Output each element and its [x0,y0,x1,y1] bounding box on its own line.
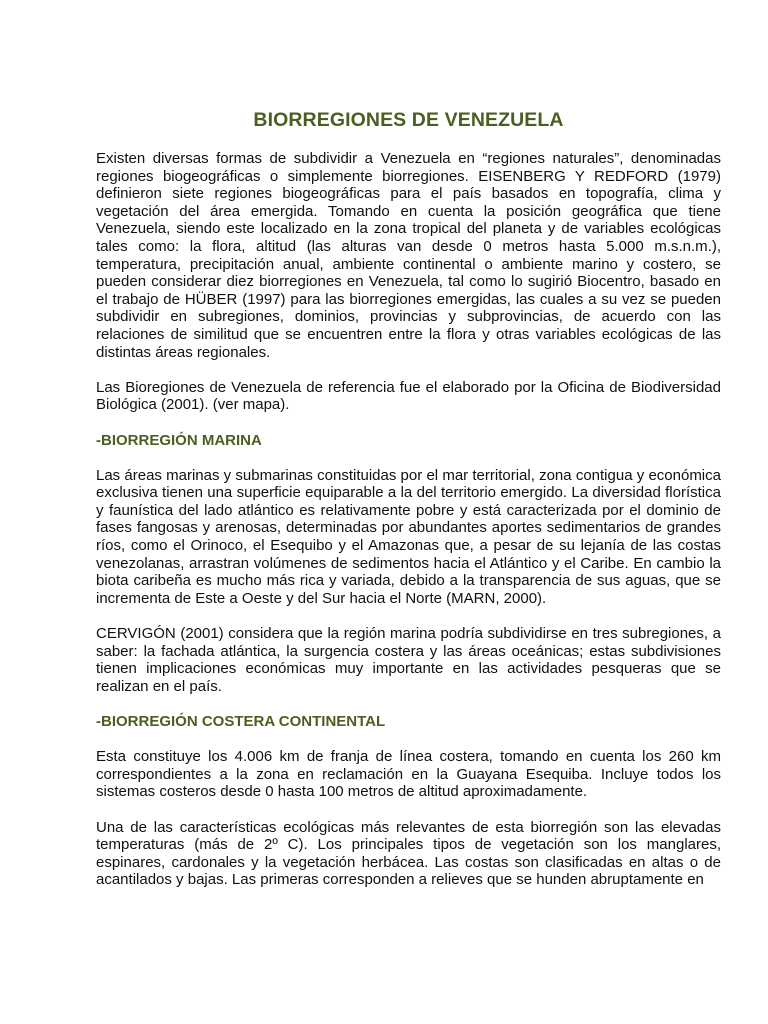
section-costera-continental [96,713,721,889]
document-body [96,102,721,907]
section-paragraph: CERVIGÓN (2001) considera que la región marina podría subdividirse en tres subregiones, a saber: la fachada atlántica, la surgencia costera y las áreas oceánicas; estas subdivisiones tienen implicaciones económicas muy importante en las actividades pesqueras que se realizan en el país. [96,625,721,695]
section-heading: -BIORREGIÓN COSTERA CONTINENTAL [96,713,386,730]
section-heading: -BIORREGIÓN MARINA [96,431,262,449]
intro-paragraph: Existen diversas formas de subdividir a Venezuela en “regiones naturales”, denominadas regiones biogeográficas o simplemente biorregiones. EISENBERG Y REDFORD (1979) definieron siete regiones biogeográficas para el país basados en topografía, clima y vegetación del área emergida. Tomando en cuenta la posición geográfica que tiene Venezuela, siendo este localizado en la zona tropical del planeta y de variables ecológicas tales como: la flora, altitud (las alturas van desde 0 metros hasta 5.000 m.s.n.m.), temperatura, precipitación anual, ambiente continental o ambiente marino y costero, se pueden considerar diez biorregiones en Venezuela, tal como lo sugirió Biocentro, basado en el trabajo de HÜBER (1997) para las biorregiones emergidas, las cuales a su vez se pueden subdividir en subregiones, dominios, provincias y subprovincias, de acuerdo con las relaciones de similitud que se encuentren entre la flora y otras variables ecológicas de las distintas áreas regionales. [96,150,721,361]
section-paragraph: Esta constituye los 4.006 km de franja de línea costera, tomando en cuenta los 260 km correspondientes a la zona en reclamación en la Guayana Esequiba. Incluye todos los sistemas costeros desde 0 hasta 100 metros de altitud aproximadamente. [96,748,721,801]
document-title: BIORREGIONES DE VENEZUELA [253,109,564,131]
section-paragraph: Las áreas marinas y submarinas constituidas por el mar territorial, zona contigua y económica exclusiva tienen una superficie equiparable a la del territorio emergido. La diversidad florística y faunística del lado atlántico es relativamente pobre y está caracterizada por el dominio de fases fangosas y arenosas, determinadas por abundantes aportes sedimentarios de grandes ríos, como el Orinoco, el Esequibo y el Amazonas que, a pesar de su lejanía de las costas venezolanas, arrastran volúmenes de sedimentos hacia el Atlántico y el Caribe. En cambio la biota caribeña es mucho más rica y variada, debido a la transparencia de sus aguas, que se incrementa de Este a Oeste y del Sur hacia el Norte (MARN, 2000). [96,466,721,607]
section-paragraph: Una de las características ecológicas más relevantes de esta biorregión son las elevadas temperaturas (más de 2º C). Los principales tipos de vegetación son los manglares, espinares, cardonales y la vegetación herbácea. Las costas son clasificadas en altas o de acantilados y bajas. Las primeras corresponden a relieves que se hunden abruptamente en [96,818,721,889]
intro-paragraph: Las Bioregiones de Venezuela de referencia fue el elaborado por la Oficina de Biodiversidad Biológica (2001). (ver mapa). [96,378,721,414]
section-marina [96,432,721,696]
